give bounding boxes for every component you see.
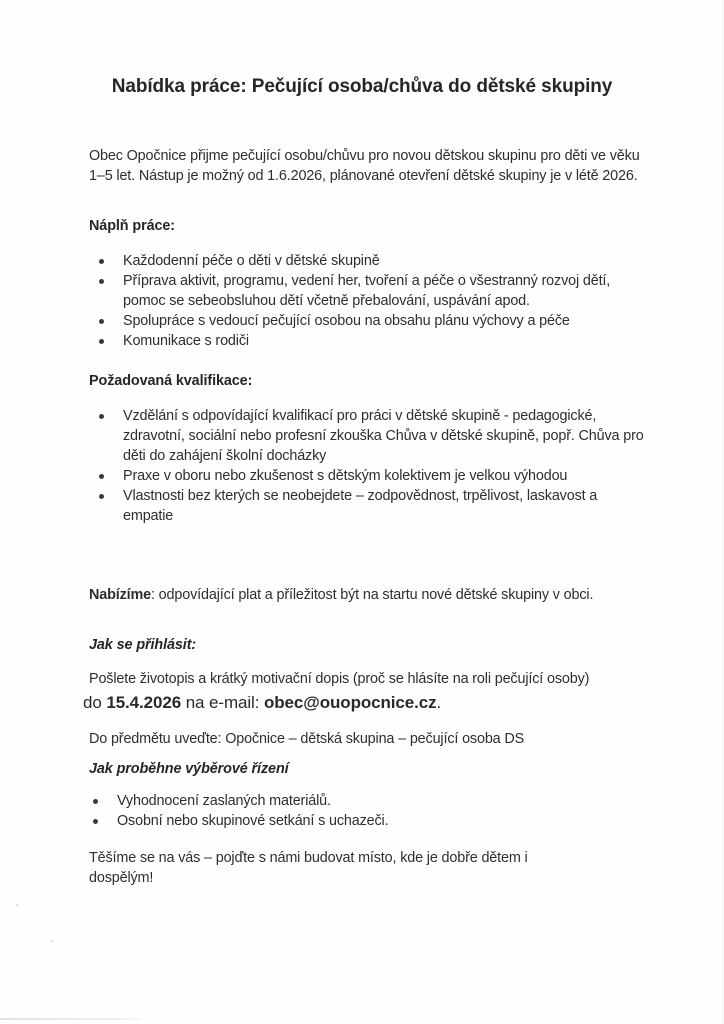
list-item: Vlastnosti bez kterých se neobejdete – zodpovědnost, trpělivost, laskavost a empatie: [99, 486, 651, 526]
selection-heading: Jak proběhne výběrové řízení: [89, 761, 289, 777]
list-item: Osobní nebo skupinové setkání s uchazeči.: [93, 811, 633, 831]
job-description-list: [99, 251, 639, 351]
qualification-list: [99, 406, 651, 526]
page-title: Nabídka práce: Pečující osoba/chůva do dětské skupiny: [111, 76, 613, 97]
intro-paragraph: Obec Opočnice přijme pečující osobu/chůvu pro novou dětskou skupinu pro děti ve věku 1–5 let. Nástup je možný od 1.6.2026, plánované otevření dětské skupiny je v létě 2026.: [89, 148, 640, 184]
offer-label: Nabízíme: [89, 587, 151, 603]
scan-artifact: [16, 904, 18, 906]
deadline-line: [83, 693, 441, 713]
qualification-heading: Požadovaná kvalifikace:: [89, 373, 253, 389]
list-item: Komunikace s rodiči: [99, 331, 639, 351]
email-suffix: .: [436, 693, 442, 712]
list-item: Každodenní péče o děti v dětské skupině: [99, 251, 639, 271]
list-item: Příprava aktivit, programu, vedení her, tvoření a péče o všestranný rozvoj dětí, pomoc se sebeobsluhou dětí včetně přebalování, uspávání apod.: [99, 271, 639, 311]
email-prefix: na e-mail:: [181, 693, 264, 712]
scan-artifact: [51, 940, 53, 942]
apply-instructions: Pošlete životopis a krátký motivační dopis (proč se hlásíte na roli pečující osoby): [89, 671, 590, 687]
closing-paragraph: Těšíme se na vás – pojďte s námi budovat místo, kde je dobře dětem i dospělým!: [89, 850, 528, 886]
job-description-heading: Náplň práce:: [89, 218, 175, 234]
list-item: Praxe v oboru nebo zkušenost s dětským kolektivem je velkou výhodou: [99, 466, 651, 486]
how-to-apply-heading: Jak se přihlásit:: [89, 637, 197, 653]
offer-paragraph: [89, 585, 609, 605]
scan-edge: [0, 1018, 140, 1020]
offer-text: : odpovídající plat a příležitost být na startu nové dětské skupiny v obci.: [150, 587, 594, 603]
list-item: Vzdělání s odpovídající kvalifikací pro práci v dětské skupině - pedagogické, zdravotní, sociální nebo profesní zkouška Chůva v dětské skupině, popř. Chůva pro děti do zahájení školní docházky: [99, 406, 651, 466]
list-item: Spolupráce s vedoucí pečující osobou na obsahu plánu výchovy a péče: [99, 311, 639, 331]
subject-instructions: Do předmětu uveďte: Opočnice – dětská skupina – pečující osoba DS: [89, 731, 525, 747]
email-address: obec@ouopocnice.cz: [263, 693, 437, 712]
scan-edge: [722, 0, 723, 1024]
selection-list: [93, 791, 633, 831]
list-item: Vyhodnocení zaslaných materiálů.: [93, 791, 633, 811]
deadline-date: 15.4.2026: [106, 693, 182, 712]
deadline-prefix: do: [83, 693, 107, 712]
